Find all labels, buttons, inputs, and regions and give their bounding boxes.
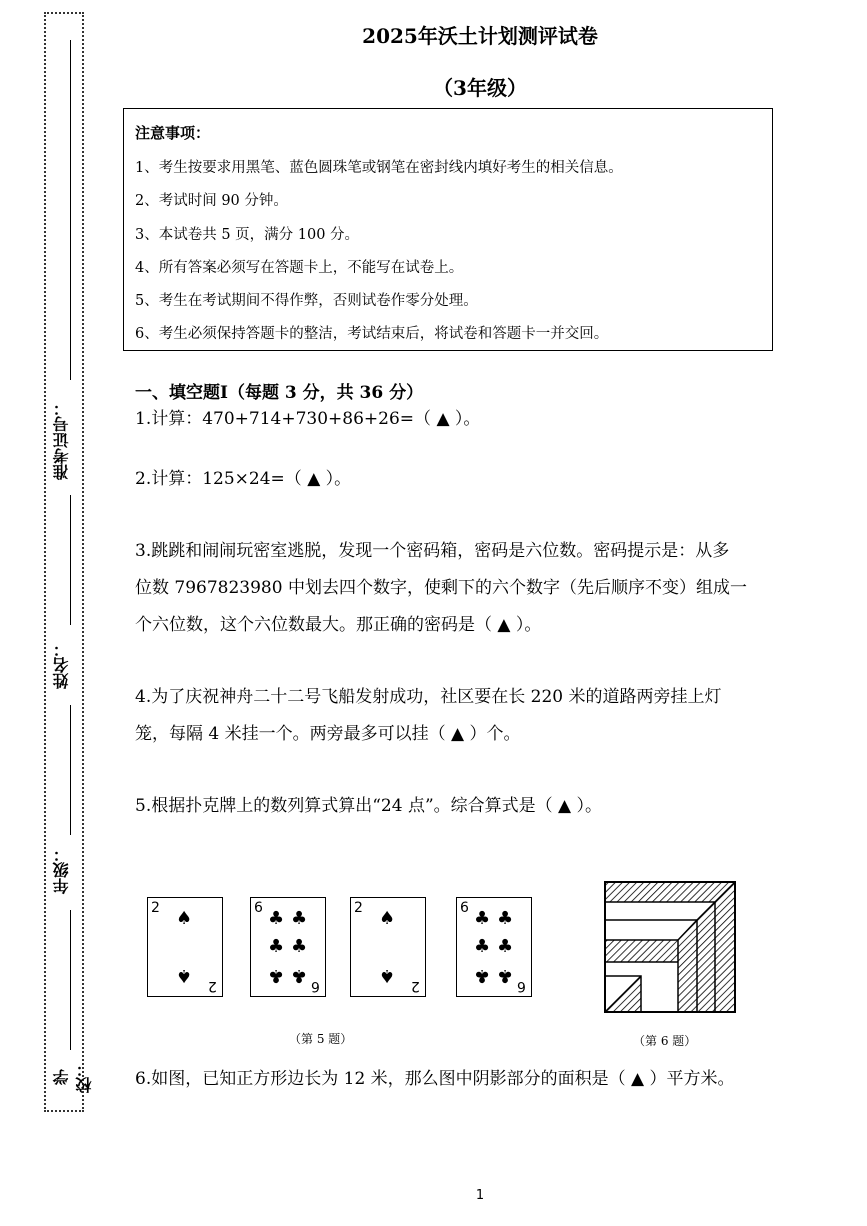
exam-number-label: 准考证号： (52, 400, 71, 480)
name-line (70, 495, 71, 625)
spade-icon: ♠ (379, 965, 396, 986)
card-rank: 2 (208, 978, 217, 994)
question-1: 1.计算：470+714+730+86+26=（ ▲ ）。 (135, 409, 481, 429)
card-rank: 6 (460, 900, 469, 916)
club-icon: ♣ (268, 936, 285, 957)
school-label: 学校： (52, 1061, 94, 1094)
club-icon: ♣ (474, 936, 491, 957)
school-line (70, 910, 71, 1050)
shaded-middle-strip (605, 940, 678, 962)
grade-label: 年级： (52, 846, 71, 894)
card-rank: 6 (311, 978, 320, 994)
question-4-line-1: 4.为了庆祝神舟二十二号飞船发射成功，社区要在长 220 米的道路两旁挂上灯 (135, 687, 722, 707)
spade-icon: ♠ (176, 908, 193, 929)
grade-line (70, 705, 71, 835)
club-icon: ♣ (497, 936, 514, 957)
spade-icon: ♠ (176, 965, 193, 986)
question-2: 2.计算：125×24=（ ▲ ）。 (135, 469, 352, 489)
shaded-top-band (605, 882, 735, 902)
card-rank: 2 (411, 978, 420, 994)
figure-6-caption: （第 6 题） (633, 1034, 697, 1048)
card-rank: 2 (354, 900, 363, 916)
question-3-line-2: 位数 7967823980 中划去四个数字，使剩下的六个数字（先后顺序不变）组成一 (135, 578, 747, 598)
playing-card-2-spades (147, 897, 223, 997)
club-icon: ♣ (497, 965, 514, 986)
question-3-line-3: 个六位数，这个六位数最大。那正确的密码是（ ▲ ）。 (135, 615, 542, 635)
grade-subtitle: （3年级） (433, 76, 527, 100)
club-icon: ♣ (291, 965, 308, 986)
exam-title: 2025年沃土计划测评试卷 (362, 24, 598, 48)
name-label: 姓名： (52, 641, 71, 689)
question-4-line-2: 笼，每隔 4 米挂一个。两旁最多可以挂（ ▲ ）个。 (135, 724, 521, 744)
figure-5-caption: （第 5 题） (289, 1032, 353, 1046)
page-number: 1 (475, 1188, 485, 1203)
notice-item: 6、考生必须保持答题卡的整洁，考试结束后，将试卷和答题卡一并交回。 (135, 326, 609, 342)
card-rank: 2 (151, 900, 160, 916)
notice-item: 2、考试时间 90 分钟。 (135, 193, 288, 209)
notice-item: 4、所有答案必须写在答题卡上，不能写在试卷上。 (135, 260, 464, 276)
spade-icon: ♠ (379, 908, 396, 929)
club-icon: ♣ (497, 908, 514, 929)
binding-strip (44, 12, 94, 1112)
notice-title: 注意事项： (135, 124, 211, 142)
club-icon: ♣ (268, 908, 285, 929)
shaded-inner-right (697, 902, 715, 1012)
section-heading: 一、填空题Ⅰ（每题 3 分，共 36 分） (135, 383, 424, 403)
question-5: 5.根据扑克牌上的数列算式算出“24 点”。综合算式是（ ▲ ）。 (135, 796, 603, 816)
club-icon: ♣ (474, 908, 491, 929)
club-icon: ♣ (291, 936, 308, 957)
club-icon: ♣ (474, 965, 491, 986)
club-icon: ♣ (291, 908, 308, 929)
question-3-line-1: 3.跳跳和闹闹玩密室逃脱，发现一个密码箱，密码是六位数。密码提示是：从多 (135, 541, 730, 561)
playing-card-2-spades (350, 897, 426, 997)
notice-item: 5、考生在考试期间不得作弊，否则试卷作零分处理。 (135, 293, 478, 309)
notice-item: 1、考生按要求用黑笔、蓝色圆珠笔或钢笔在密封线内填好考生的相关信息。 (135, 160, 623, 176)
question-6: 6.如图，已知正方形边长为 12 米，那么图中阴影部分的面积是（ ▲ ）平方米。 (135, 1069, 735, 1089)
card-rank: 6 (254, 900, 263, 916)
shaded-middle-column (678, 920, 697, 1012)
playing-card-6-clubs (250, 897, 326, 997)
notice-item: 3、本试卷共 5 页，满分 100 分。 (135, 227, 360, 243)
card-rank: 6 (517, 978, 526, 994)
playing-card-6-clubs (456, 897, 532, 997)
club-icon: ♣ (268, 965, 285, 986)
shaded-right-band (715, 882, 735, 1012)
figure-6-shaded-square (603, 880, 737, 1014)
